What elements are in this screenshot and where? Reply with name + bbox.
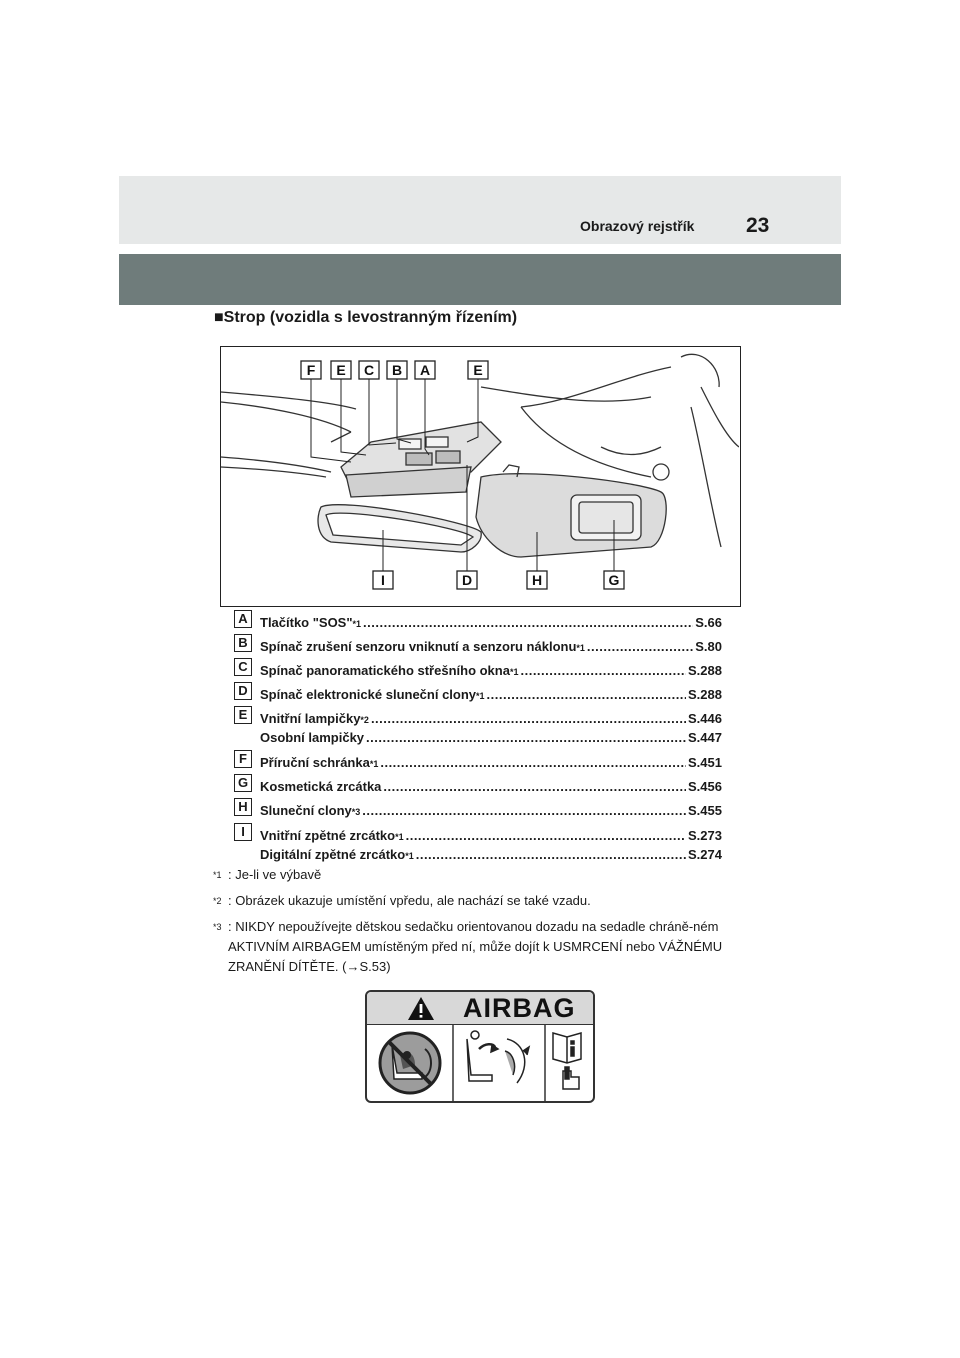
reference-line: Digitální zpětné zrcátko $^{*1}$ ..... S.274 bbox=[260, 842, 722, 862]
callout-b: B bbox=[391, 362, 403, 378]
page-ref[interactable]: S.451 bbox=[688, 755, 722, 770]
header-band bbox=[119, 176, 841, 244]
reference-line: Tlačítko "SOS" $^{*1}$ ..... S.66 bbox=[260, 610, 722, 630]
reference-line: Spínač panoramatického střešního okna $^{*1}$ ..... S.288 bbox=[260, 658, 722, 678]
page-ref[interactable]: S.273 bbox=[688, 828, 722, 843]
footnote-1: $^{*1}$ : Je-li ve výbavě bbox=[213, 867, 322, 882]
page-ref[interactable]: S.288 bbox=[688, 687, 722, 702]
reference-line: Osobní lampičky ..... S.447 bbox=[260, 725, 722, 745]
reference-letter: E bbox=[234, 706, 252, 724]
header-bar bbox=[119, 254, 841, 305]
page-ref[interactable]: S.456 bbox=[688, 779, 722, 794]
reference-letter: C bbox=[234, 658, 252, 676]
warning-triangle-icon bbox=[407, 996, 435, 1021]
page-ref[interactable]: S.274 bbox=[688, 847, 722, 862]
page-ref[interactable]: S.447 bbox=[688, 730, 722, 745]
page-ref[interactable]: S.446 bbox=[688, 711, 722, 726]
reference-letter: I bbox=[234, 823, 252, 841]
reference-letter: H bbox=[234, 798, 252, 816]
callout-g: G bbox=[608, 572, 620, 588]
reference-line: Vnitřní zpětné zrcátko $^{*1}$ ..... S.273 bbox=[260, 823, 722, 843]
page-ref[interactable]: S.288 bbox=[688, 663, 722, 678]
callout-e2: E bbox=[473, 362, 483, 378]
callout-e1: E bbox=[336, 362, 346, 378]
airbag-title: AIRBAG bbox=[463, 993, 576, 1023]
airbag-warning-label bbox=[365, 990, 595, 1103]
reference-letter: D bbox=[234, 682, 252, 700]
footnote-3: $^{*3}$ : NIKDY nepoužívejte dětskou sedačku orientovanou dozadu na sedadle chráně-ném AKTIVNÍM AIRBAGEM umístěným před ní, může dojít k USMRCENÍ nebo VÁŽNÉMU ZRANĚNÍ DÍTĚTE. (→S.53) bbox=[213, 919, 723, 974]
reference-line: Sluneční clony $^{*3}$ ..... S.455 bbox=[260, 798, 722, 818]
reference-line: Kosmetická zrcátka ..... S.456 bbox=[260, 774, 722, 794]
reference-line: Spínač zrušení senzoru vniknutí a senzoru náklonu $^{*1}$ ..... S.80 bbox=[260, 634, 722, 654]
callout-f: F bbox=[306, 362, 316, 378]
reference-letter: G bbox=[234, 774, 252, 792]
reference-line: Příruční schránka $^{*1}$ ..... S.451 bbox=[260, 750, 722, 770]
page-ref[interactable]: S.80 bbox=[695, 639, 722, 654]
ceiling-illustration bbox=[220, 346, 741, 607]
child-seat-airbag-icon bbox=[467, 1031, 529, 1083]
reference-letter: F bbox=[234, 750, 252, 768]
page-ref[interactable]: S.455 bbox=[688, 803, 722, 818]
reference-line: Vnitřní lampičky $^{*2}$ ..... S.446 bbox=[260, 706, 722, 726]
callout-c: C bbox=[363, 362, 375, 378]
reference-letter: A bbox=[234, 610, 252, 628]
reference-letter: B bbox=[234, 634, 252, 652]
callout-d: D bbox=[461, 572, 473, 588]
section-name: Obrazový rejstřík bbox=[580, 218, 695, 234]
footnote-2: $^{*2}$ : Obrázek ukazuje umístění vpředu, ale nachází se také vzadu. bbox=[213, 893, 591, 908]
reference-line: Spínač elektronické sluneční clony $^{*1}$ ..... S.288 bbox=[260, 682, 722, 702]
callout-h: H bbox=[531, 572, 543, 588]
read-manual-icon bbox=[553, 1033, 581, 1089]
page-ref[interactable]: S.66 bbox=[695, 615, 722, 630]
section-title: ■Strop (vozidla s levostranným řízením) bbox=[214, 309, 518, 326]
page-number: 23 bbox=[746, 214, 770, 237]
no-rear-facing-child-seat-icon bbox=[380, 1033, 440, 1093]
callout-a: A bbox=[419, 362, 431, 378]
callout-i: I bbox=[381, 572, 385, 588]
